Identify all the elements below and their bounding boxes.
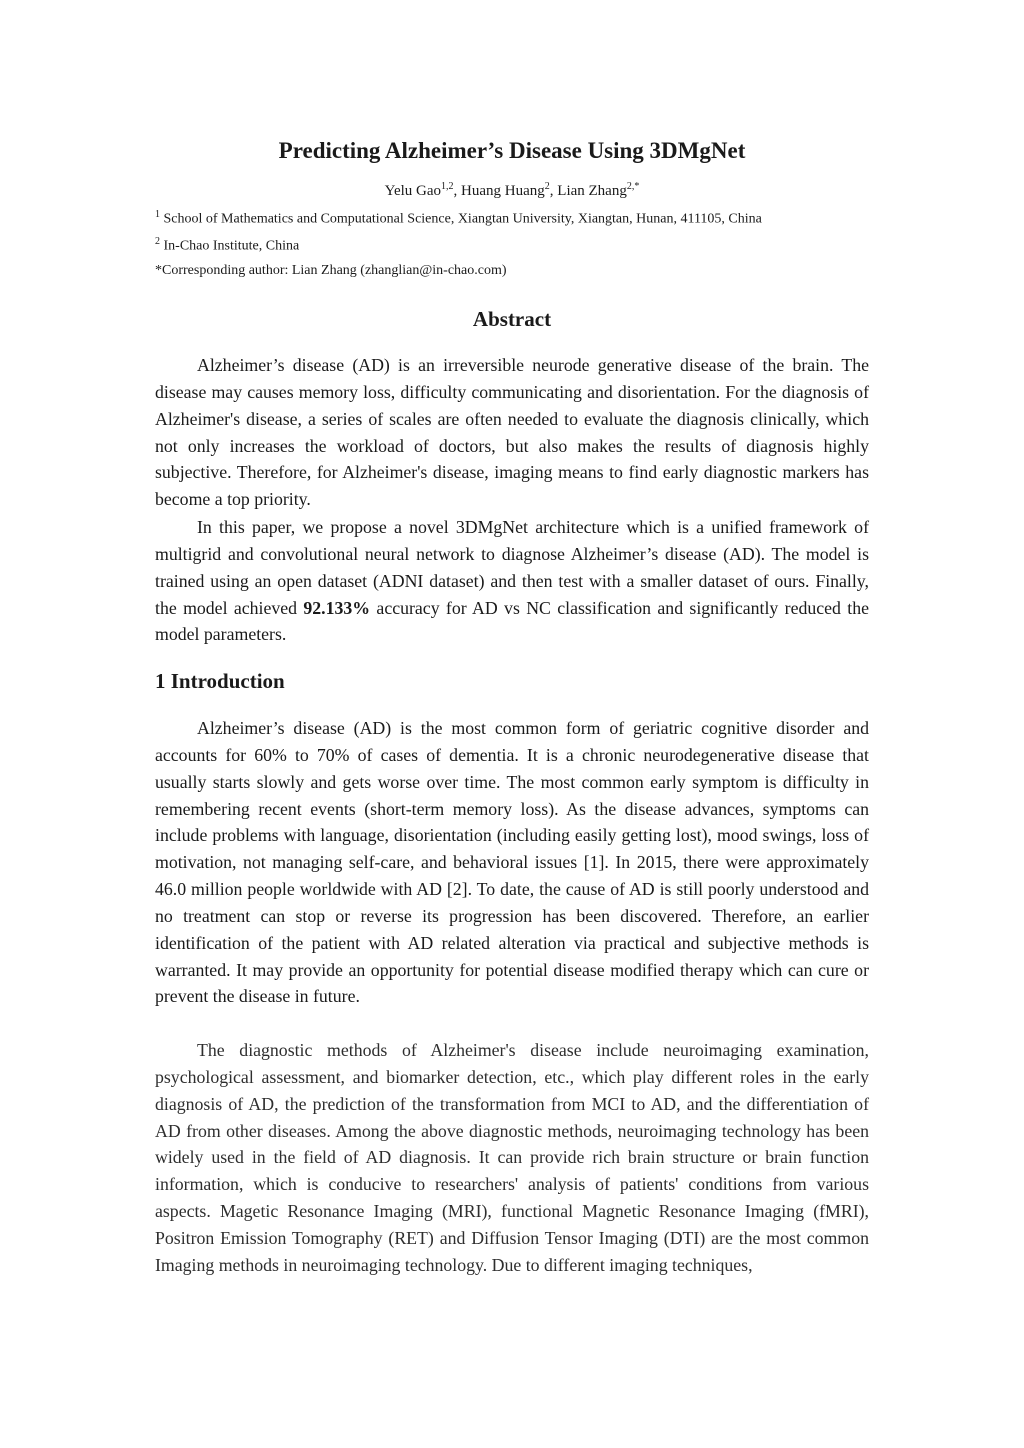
affiliation-1 — [155, 209, 762, 228]
accuracy-value: 92.133% — [303, 597, 371, 618]
affiliation-mark: 1 — [155, 209, 160, 220]
author-affiliation-mark: 2,* — [626, 181, 640, 192]
corresponding-author: *Corresponding author: Lian Zhang (zhanglian@in-chao.com) — [155, 263, 507, 278]
affiliation-text: School of Mathematics and Computational Science, Xiangtan University, Xiangtan, Hunan, 411105, China — [160, 211, 762, 227]
abstract-paragraph-2 — [155, 514, 869, 648]
author-affiliation-mark: 1,2 — [441, 181, 454, 192]
introduction-paragraph-2: The diagnostic methods of Alzheimer's disease include neuroimaging examination, psychological assessment, and biomarker detection, etc., which play different roles in the early diagnosis of AD, the prediction of the transformation from MCI to AD, and the differentiation of AD from other diseases. Among the above diagnostic methods, neuroimaging technology has been widely used in the field of AD diagnosis. It can provide rich brain structure or brain function information, which is conducive to researchers' analysis of patients' conditions from various aspects. Magetic Resonance Imaging (MRI), functional Magnetic Resonance Imaging (fMRI), Positron Emission Tomography (RET) and Diffusion Tensor Imaging (DTI) are the most common Imaging methods in neuroimaging technology. Due to different imaging techniques, — [155, 1040, 869, 1275]
affiliation-mark: 2 — [155, 236, 160, 247]
affiliation-2 — [155, 236, 299, 255]
abstract-paragraph-1: Alzheimer’s disease (AD) is an irreversible neurode generative disease of the brain. The disease may causes memory loss, difficulty communicating and disorientation. For the diagnosis of Alzheimer's disease, a series of scales are often needed to evaluate the diagnosis clinically, which not only increases the workload of doctors, but also makes the results of diagnosis highly subjective. Therefore, for Alzheimer's disease, imaging means to find early diagnostic markers has become a top priority. — [155, 355, 869, 510]
abstract-text: accuracy for AD vs NC classification and significantly reduced the model parameters. — [155, 597, 869, 645]
affiliation-text: In-Chao Institute, China — [160, 238, 300, 254]
abstract-heading: Abstract — [472, 307, 552, 331]
author-separator: , — [453, 183, 462, 199]
author-affiliation-mark: 2 — [544, 181, 550, 192]
author-name: Lian Zhang — [557, 183, 627, 199]
introduction-heading: 1 Introduction — [155, 669, 285, 693]
paper-title: Predicting Alzheimer’s Disease Using 3DMgNet — [278, 138, 746, 163]
introduction-paragraph-1: Alzheimer’s disease (AD) is the most common form of geriatric cognitive disorder and accounts for 60% to 70% of cases of dementia. It is a chronic neurodegenerative disease that usually starts slowly and gets worse over time. The most common early symptom is difficulty in remembering recent events (short-term memory loss). As the disease advances, symptoms can include problems with language, disorientation (including easily getting lost), mood swings, loss of motivation, not managing self-care, and behavioral issues [1]. In 2015, there were approximately 46.0 million people worldwide with AD [2]. To date, the cause of AD is still poorly understood and no treatment can stop or reverse its progression has been discovered. Therefore, an earlier identification of the patient with AD related alteration via practical and subjective methods is warranted. It may provide an opportunity for potential disease modified therapy which can cure or prevent the disease in future. — [155, 718, 869, 1007]
author-name: Huang Huang — [461, 183, 545, 199]
abstract-text: In this paper, we propose a novel 3DMgNet architecture which is a unified framework of multigrid and convolutional neural network to diagnose Alzheimer’s disease (AD). The model is trained using an open dataset (ADNI dataset) and then test with a smaller dataset of ours. Finally, the model achieved — [155, 517, 869, 618]
author-list — [0, 181, 1024, 200]
author-separator: , — [549, 183, 558, 199]
author-name: Yelu Gao — [384, 183, 442, 199]
